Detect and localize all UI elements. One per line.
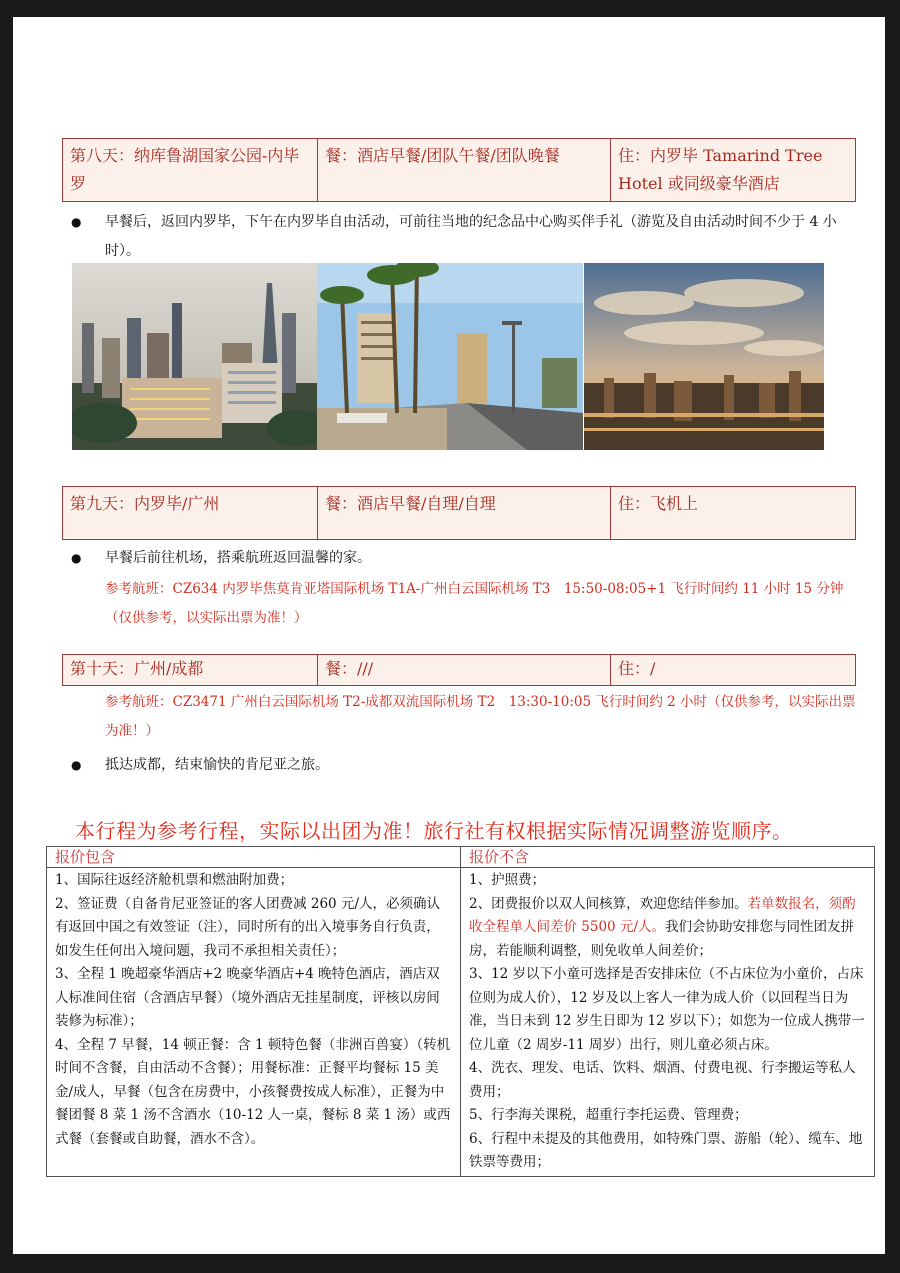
single-supplement-note: 若单数报名，须酌收全程单人间差价 5500 元/人。 — [469, 895, 856, 935]
price-include-header: 报价包含 — [47, 847, 461, 868]
day10-stay: 住：/ — [618, 659, 656, 678]
day9-header — [62, 486, 856, 540]
exclude-item — [469, 893, 866, 964]
day9-stay: 住：飞机上 — [618, 494, 699, 513]
exclude-item: 3、12 岁以下小童可选择是否安排床位（不占床位为小童价，占床位则为成人价），12 岁及以上客人一律为成人价（以回程当日为准，当日未到 12 岁生日即为 12 岁以下）；如您为一位成人携带一位儿童（2 周岁-11 周岁）出行，则儿童必须占床。 — [469, 966, 865, 1053]
include-item: 4、全程 7 早餐，14 顿正餐：含 1 顿特色餐（非洲百兽宴）（转机时间不含餐，自由活动不含餐）；用餐标准：正餐平均餐标 15 美金/成人，早餐（包含在房费中，小孩餐费按成人标准），正餐为中餐团餐 8 菜 1 汤不含酒水（10-12 人一桌，餐标 8 菜 1 汤）或西式餐（套餐或自助餐，酒水不含）。 — [55, 1036, 451, 1147]
bullet-icon: ● — [71, 758, 82, 772]
day9-flight-info: 参考航班：CZ634 内罗毕焦莫肯亚塔国际机场 T1A-广州白云国际机场 T3 15:50-08:05+1 飞行时间约 11 小时 15 分钟（仅供参考，以实际出票为准！） — [105, 581, 844, 626]
day10-flight-info: 参考航班：CZ3471 广州白云国际机场 T2-成都双流国际机场 T2 13:30-10:05 飞行时间约 2 小时（仅供参考，以实际出票为准！） — [105, 694, 856, 739]
exclude-item2-text: 2、团费报价以双人间核算，欢迎您结伴参加。 — [469, 895, 748, 912]
day8-bullet — [71, 208, 851, 266]
itinerary-page — [13, 17, 885, 1254]
exclude-item: 6、行程中未提及的其他费用，如特殊门票、游船（轮）、缆车、地铁票等费用； — [469, 1130, 863, 1170]
price-exclude-list — [461, 868, 875, 1177]
itinerary-notice: 本行程为参考行程，实际以出团为准！旅行社有权根据实际情况调整游览顺序。 — [75, 819, 793, 843]
day9-meal: 餐：酒店早餐/自理/自理 — [318, 487, 611, 539]
day8-meal: 餐：酒店早餐/团队午餐/团队晚餐 — [318, 139, 611, 201]
day10-header — [62, 654, 856, 686]
day8-text: 早餐后，返回内罗毕，下午在内罗毕自由活动，可前往当地的纪念品中心购买伴手礼（游览及自由活动时间不少于 4 小时）。 — [105, 214, 837, 259]
nairobi-skyline-night-photo — [72, 263, 317, 450]
bullet-icon: ● — [71, 551, 82, 565]
nairobi-sunset-panorama-photo — [584, 263, 824, 450]
day9-bullet — [71, 544, 851, 573]
nairobi-street-palms-photo — [317, 263, 583, 450]
exclude-item2-tail: 我们会协助安排您与同性团友拼房，若能顺利调整，则免收单人间差价； — [469, 919, 854, 959]
price-table — [46, 846, 875, 1177]
exclude-item: 1、护照费； — [469, 872, 546, 888]
day10-bullet — [71, 751, 851, 780]
price-include-list — [47, 868, 461, 1177]
day10-title: 第十天：广州/成都 — [63, 655, 318, 685]
include-item: 2、签证费（自备肯尼亚签证的客人团费减 260 元/人，必须确认有返回中国之有效签证（注），同时所有的出入境事务自行负责，如发生任何出入境问题，我司不承担相关责任）； — [55, 895, 440, 959]
day10-text: 抵达成都，结束愉快的肯尼亚之旅。 — [105, 757, 329, 773]
day9-title: 第九天：内罗毕/广州 — [63, 487, 318, 539]
day9-text: 早餐后前往机场，搭乘航班返回温馨的家。 — [105, 550, 371, 566]
include-item: 3、全程 1 晚超豪华酒店+2 晚豪华酒店+4 晚特色酒店，酒店双人标准间住宿（含酒店早餐）（境外酒店无挂星制度，评核以房间装修为标准）； — [55, 966, 440, 1029]
include-item: 1、国际往返经济舱机票和燃油附加费； — [55, 872, 294, 888]
day10-meal: 餐：/// — [318, 655, 611, 685]
day8-header — [62, 138, 856, 202]
exclude-item: 5、行李海关课税，超重行李托运费、管理费； — [469, 1107, 748, 1123]
bullet-icon: ● — [71, 215, 82, 229]
price-exclude-header: 报价不含 — [461, 847, 875, 868]
day8-stay: 住：内罗毕 Tamarind Tree Hotel 或同级豪华酒店 — [618, 146, 823, 193]
exclude-item: 4、洗衣、理发、电话、饮料、烟酒、付费电视、行李搬运等私人费用； — [469, 1060, 856, 1100]
day8-title: 第八天：纳库鲁湖国家公园-内毕罗 — [63, 139, 318, 201]
